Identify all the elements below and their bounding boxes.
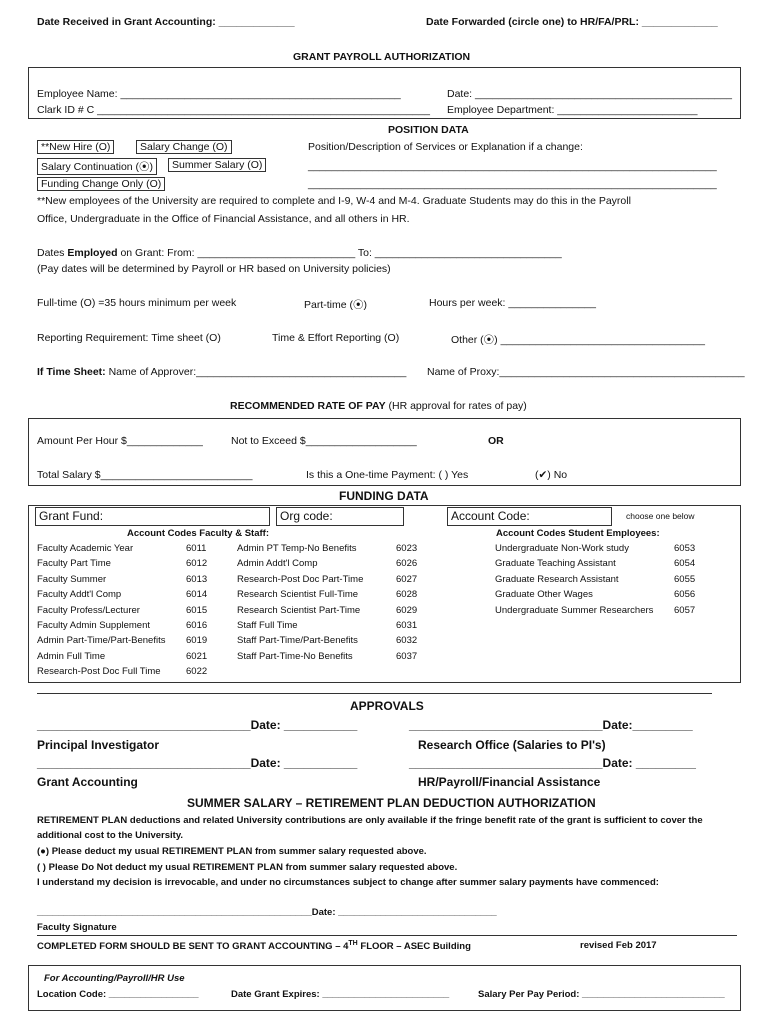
one-time-yes-option[interactable]: Is this a One-time Payment: ( ) Yes — [306, 469, 469, 481]
total-salary-field[interactable]: Total Salary $__________________________ — [37, 469, 253, 481]
timesheet-option[interactable]: Reporting Requirement: Time sheet (O) — [37, 332, 221, 344]
date-forwarded-line: Date Forwarded (circle one) to HR/FA/PRL: _____________ — [426, 16, 718, 28]
account-code-field[interactable]: Account Code: — [447, 507, 612, 526]
grant-accounting-label: Grant Accounting — [37, 775, 138, 789]
clark-id-field[interactable]: Clark ID # C _________________________________________________________ — [37, 104, 430, 116]
staff-account-name: Staff Full Time — [237, 620, 298, 631]
position-description-line-1[interactable]: ______________________________________________________________________ — [308, 160, 717, 172]
faculty-account-code: 6021 — [186, 650, 208, 662]
staff-account-name: Staff Part-Time/Part-Benefits — [237, 635, 358, 647]
rate-of-pay-heading: RECOMMENDED RATE OF PAY (HR approval for rates of pay) — [230, 400, 527, 412]
deduct-retirement-option[interactable]: (●) Please deduct my usual RETIREMENT PLAN from summer salary requested above. — [37, 846, 427, 857]
student-account-code: 6057 — [674, 604, 696, 616]
do-not-deduct-retirement-option[interactable]: ( ) Please Do Not deduct my usual RETIREMENT PLAN from summer salary requested above. — [37, 862, 458, 873]
or-label: OR — [488, 435, 504, 447]
hr-payroll-label: HR/Payroll/Financial Assistance — [418, 775, 601, 789]
faculty-account-code: 6022 — [186, 666, 208, 678]
grant-fund-field[interactable]: Grant Fund: — [35, 507, 270, 526]
completed-form-instruction: COMPLETED FORM SHOULD BE SENT TO GRANT ACCOUNTING – 4TH FLOOR – ASEC Building — [37, 940, 471, 953]
pay-dates-note: (Pay dates will be determined by Payroll or HR based on University policies) — [37, 263, 391, 275]
new-employee-note-line-2: Office, Undergraduate in the Office of Financial Assistance, and all others in HR. — [37, 213, 410, 225]
student-account-name: Undergraduate Non-Work study — [495, 543, 629, 554]
staff-account-code: 6023 — [396, 543, 418, 554]
student-account-code: 6055 — [674, 573, 696, 585]
approvals-heading: APPROVALS — [350, 699, 424, 713]
fulltime-option[interactable]: Full-time (O) =35 hours minimum per week — [37, 297, 237, 309]
position-description-label: Position/Description of Services or Explanation if a change: — [308, 141, 583, 153]
one-time-no-option[interactable]: (✔) No — [535, 469, 568, 481]
faculty-account-name: Faculty Admin Supplement — [37, 620, 151, 631]
effort-reporting-option[interactable]: Time & Effort Reporting (O) — [272, 332, 400, 344]
staff-account-name: Admin Addt'l Comp — [237, 558, 318, 570]
faculty-account-code: 6014 — [186, 589, 208, 601]
staff-account-name: Research Scientist Full-Time — [237, 589, 359, 601]
hr-signature-line[interactable]: _____________________________Date: _________ — [409, 756, 696, 770]
faculty-staff-codes-heading: Account Codes Faculty & Staff: — [127, 528, 269, 539]
staff-account-code: 6027 — [396, 573, 418, 585]
office-use-heading: For Accounting/Payroll/HR Use — [44, 973, 185, 984]
staff-account-name: Admin PT Temp-No Benefits — [237, 543, 357, 554]
salary-change-option[interactable]: Salary Change (O) — [136, 140, 232, 154]
proxy-field[interactable]: Name of Proxy:__________________________________________ — [427, 366, 745, 378]
faculty-account-code: 6012 — [186, 558, 208, 570]
faculty-account-name: Faculty Summer — [37, 573, 107, 585]
new-hire-option[interactable]: **New Hire (O) — [37, 140, 114, 154]
staff-account-name: Research Scientist Part-Time — [237, 604, 361, 616]
parttime-option[interactable]: Part-time (⦿) — [304, 299, 367, 311]
faculty-account-name: Admin Full Time — [37, 650, 106, 662]
hours-per-week-field[interactable]: Hours per week: _______________ — [429, 297, 596, 309]
staff-account-code: 6037 — [396, 650, 418, 662]
position-description-line-2[interactable]: ______________________________________________________________________ — [308, 178, 717, 190]
retirement-plan-paragraph-line-1: RETIREMENT PLAN deductions and related University contributions are only available if the fringe benefit rate of the grant is sufficient to cover the — [37, 815, 703, 826]
salary-continuation-option[interactable]: Salary Continuation (⦿) — [37, 158, 157, 175]
student-account-code: 6054 — [674, 558, 696, 570]
form-title: GRANT PAYROLL AUTHORIZATION — [293, 51, 471, 63]
retirement-plan-paragraph-line-2: additional cost to the University. — [37, 830, 184, 841]
revision-date: revised Feb 2017 — [580, 940, 657, 951]
date-received-line: Date Received in Grant Accounting: _____________ — [37, 16, 295, 28]
salary-per-pay-period-field[interactable]: Salary Per Pay Period: ___________________________ — [478, 989, 725, 1000]
grant-accounting-signature-line[interactable]: ________________________________Date: ___________ — [37, 756, 358, 770]
position-data-heading: POSITION DATA — [388, 124, 469, 136]
approver-field[interactable]: If Time Sheet: Name of Approver:____________________________________ — [37, 366, 407, 378]
student-account-name: Graduate Research Assistant — [495, 573, 619, 585]
faculty-account-name: Faculty Part Time — [37, 558, 111, 570]
staff-account-code: 6028 — [396, 589, 418, 601]
faculty-account-code: 6013 — [186, 573, 208, 585]
employee-date-field[interactable]: Date: ____________________________________________ — [447, 88, 732, 100]
student-account-code: 6056 — [674, 589, 696, 601]
summer-salary-heading: SUMMER SALARY – RETIREMENT PLAN DEDUCTION AUTHORIZATION — [187, 796, 596, 810]
funding-change-option[interactable]: Funding Change Only (O) — [37, 177, 165, 191]
choose-one-note: choose one below — [626, 511, 695, 521]
new-employee-note-line-1: **New employees of the University are required to complete and I-9, W-4 and M-4. Graduate Students may do this in the Payroll — [37, 195, 631, 207]
faculty-account-name: Faculty Profess/Lecturer — [37, 604, 140, 616]
dates-employed-line[interactable]: Dates Employed on Grant: From: ___________________________ To: ________________________________ — [37, 247, 562, 259]
pi-signature-line[interactable]: ________________________________Date: ___________ — [37, 718, 358, 732]
staff-account-code: 6029 — [396, 604, 418, 616]
signature-divider — [37, 935, 737, 936]
org-code-field[interactable]: Org code: — [276, 507, 404, 526]
grant-expires-field[interactable]: Date Grant Expires: ________________________ — [231, 989, 450, 1000]
funding-data-heading: FUNDING DATA — [339, 489, 429, 503]
faculty-signature-line[interactable]: ____________________________________________________Date: ______________________________ — [37, 907, 497, 918]
student-account-code: 6053 — [674, 543, 696, 554]
summer-salary-option[interactable]: Summer Salary (O) — [168, 158, 266, 172]
faculty-signature-label: Faculty Signature — [37, 922, 117, 933]
not-to-exceed-field[interactable]: Not to Exceed $___________________ — [231, 435, 417, 447]
faculty-account-name: Faculty Academic Year — [37, 543, 134, 554]
other-reporting-option[interactable]: Other (⦿) ___________________________________ — [451, 334, 705, 346]
amount-per-hour-field[interactable]: Amount Per Hour $_____________ — [37, 435, 203, 447]
staff-account-code: 6032 — [396, 635, 418, 647]
student-account-name: Graduate Other Wages — [495, 589, 593, 601]
faculty-account-code: 6011 — [186, 543, 207, 554]
research-office-signature-line[interactable]: _____________________________Date:_________ — [409, 718, 693, 732]
faculty-account-name: Faculty Addt'l Comp — [37, 589, 122, 601]
principal-investigator-label: Principal Investigator — [37, 738, 160, 752]
faculty-account-name: Research-Post Doc Full Time — [37, 666, 161, 678]
student-codes-heading: Account Codes Student Employees: — [496, 528, 660, 539]
employee-name-field[interactable]: Employee Name: ________________________________________________ — [37, 88, 401, 100]
staff-account-code: 6026 — [396, 558, 418, 570]
staff-account-name: Staff Part-Time-No Benefits — [237, 650, 353, 662]
faculty-account-code: 6015 — [186, 604, 208, 616]
funding-divider — [37, 693, 712, 694]
faculty-account-code: 6016 — [186, 620, 208, 631]
office-use-box — [28, 965, 741, 1011]
employee-department-field[interactable]: Employee Department: ________________________ — [447, 104, 698, 116]
student-account-name: Graduate Teaching Assistant — [495, 558, 616, 570]
faculty-account-code: 6019 — [186, 635, 208, 647]
staff-account-name: Research-Post Doc Part-Time — [237, 573, 364, 585]
staff-account-code: 6031 — [396, 620, 418, 631]
location-code-field[interactable]: Location Code: _________________ — [37, 989, 199, 1000]
research-office-label: Research Office (Salaries to PI's) — [418, 738, 606, 752]
student-account-name: Undergraduate Summer Researchers — [495, 604, 654, 616]
faculty-account-name: Admin Part-Time/Part-Benefits — [37, 635, 166, 647]
irrevocable-statement: I understand my decision is irrevocable, and under no circumstances subject to change after summer salary payments have commenced: — [37, 877, 659, 888]
